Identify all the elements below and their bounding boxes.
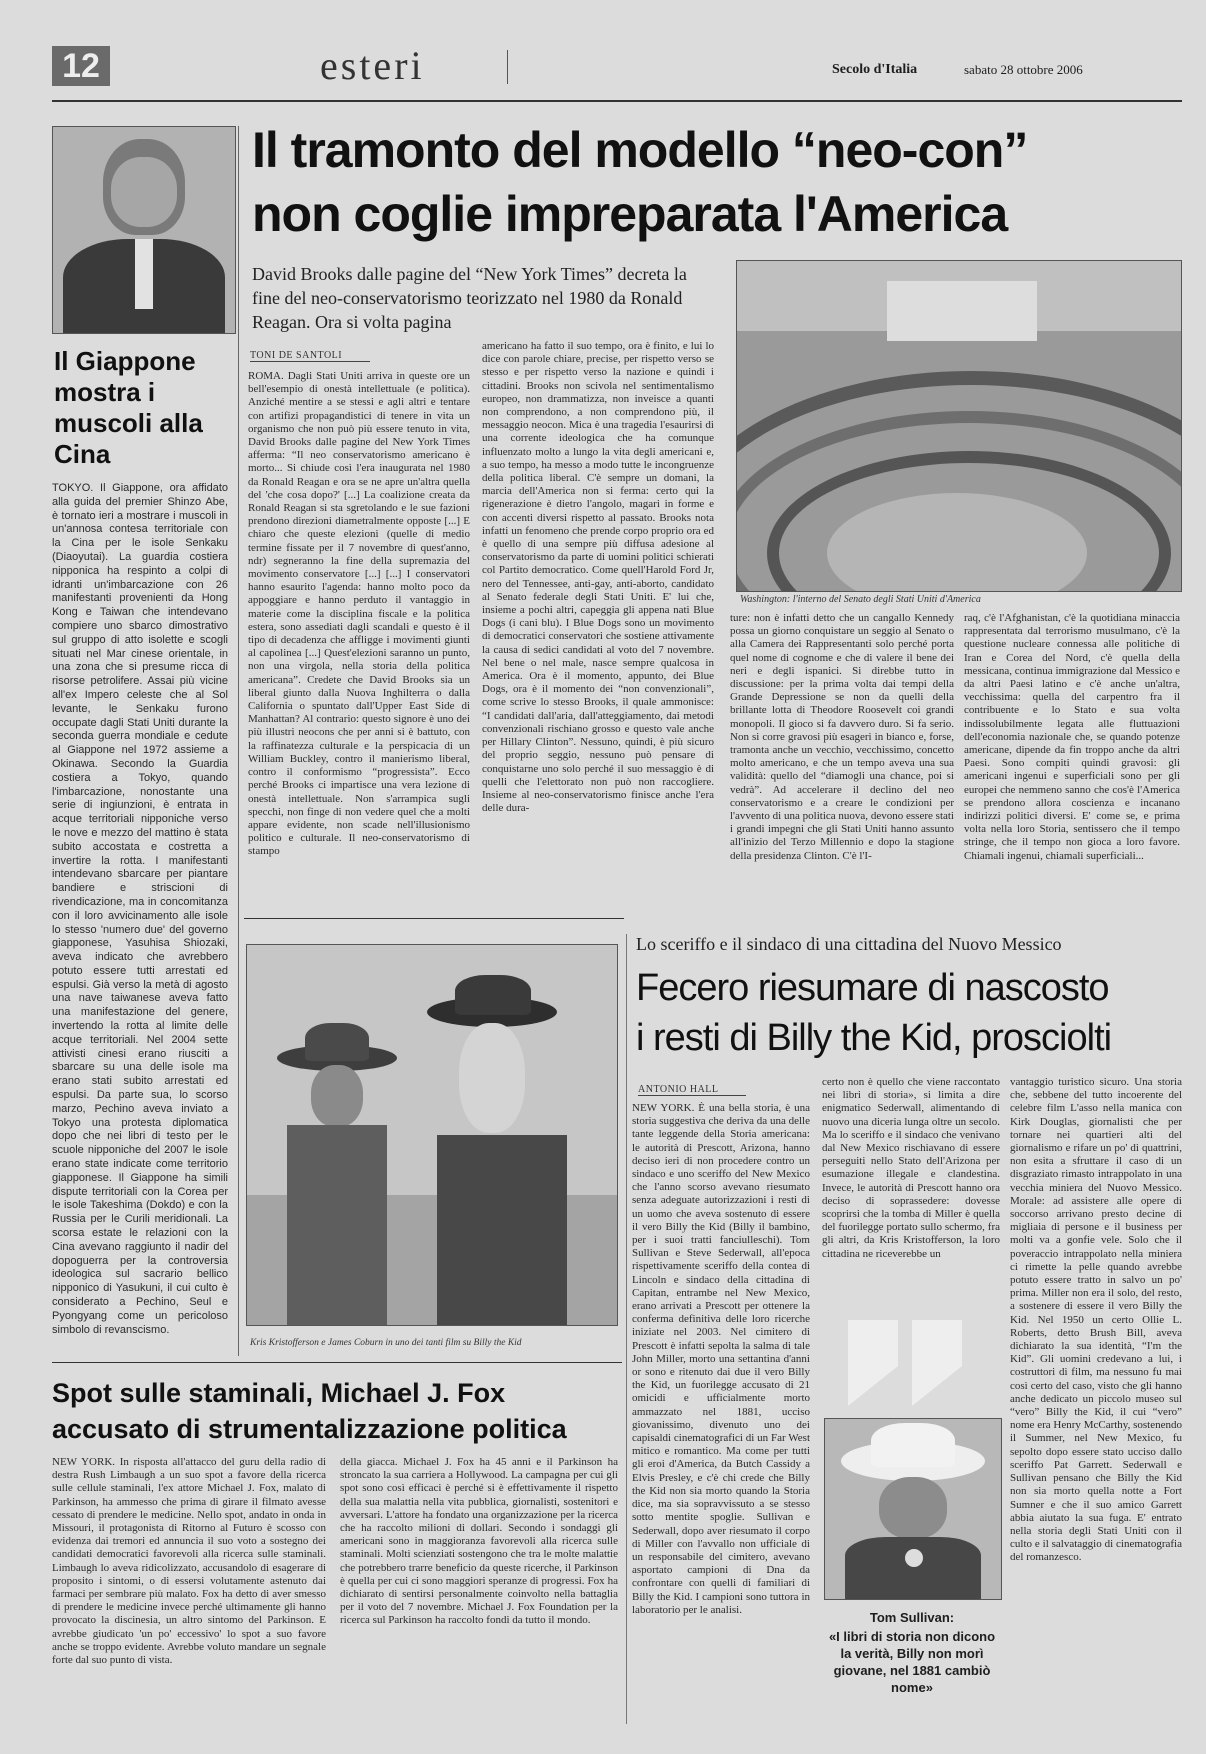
billy-photo-caption: Kris Kristofferson e James Coburn in uno dei tanti film su Billy the Kid (250, 1338, 522, 1348)
billy-film-photo (246, 944, 618, 1326)
main-col4: raq, c'è l'Afghanistan, c'è la quotidiana minaccia rappresentata dal terrorismo musulmano, c'è la questione nucleare connessa alle politiche di Iran e Corea del Nord, c'è quella della messicana, continua immigrazione dal Messico e da altri Paesi latino e c'è anche un'altra, vecchissima: quella del carpentro fra il contribuente e lo Stato e sua volta indissolubilmente legata alle fluttuazioni dell'economia nazionale che, se quando potenze americane, dipende da fin troppo anche da altri Paesi. Sono compiti quindi gravosi: gli americani ingenui e superficiali sono per gli europei che nemmeno sanno che cos'è l'America se prendono allora coscienza e incanano indirizzi politici diversi. E' come se, e prima volta nella loro Storia, sentissero che il tempo stringe, che il tempo non gioca a loro favore. Chiamali ingenui, chiamali superficiali... (964, 612, 1180, 862)
main-col1: ROMA. Dagli Stati Uniti arriva in queste ore un bell'esempio di onestà intellettuale (e politica). Anziché mentire a se stessi e agli altri e tentare con artifizi propagandistici di tenere in vita un organismo che non può più essere tenuto in vita, David Brooks dalle pagine del New York Times afferma: “Il neo conservatorismo americano è morto... Si chiude così l'era inaugurata nel 1980 da Ronald Reagan e ora se ne apre un'altra quella del 'che cosa dopo?' [...] La coalizione creata da Ronald Reagan si sta sgretolando e le sue fazioni prendono direzioni diametralmente opposte [...] E chiaro che queste elezioni (quelle di medio termine fissate per il 7 novembre di quest'anno, ndr) segneranno la fine della supremazia del movimento conservatore [...] [...] I conservatori hanno esaurito l'agenda: hanno molto poco da appoggiare e hanno perduto il vantaggio in materie come la disciplina fiscale e la politica estera, sono assediati dagli scandali e questo è il tipo di decadenza che affligge i movimenti giunti al capolinea [...] Quest'elezioni saranno un punto, non una virgola, nella storia della politica americana”. Credete che David Brooks sia un liberal giunto dalla Nuova Inghilterra o dalla California o spuntato dall'Upper East Side di Manhattan? Al contrario: questo signore è uno dei più illustri neocons che per anni si è battuto, con la raffinatezza culturale e la perspicacia di un William Buckley, contro il manierismo liberal, contro il conformismo “progressista”. Ecco perché Brooks ci impartisce una vera lezione di onestà intellettuale. Non s'arrampica sugli specchi, non finge di non vedere quel che a molti appare evidente, non scade nell'illusionismo politico e culturale. Il neo-conservatorismo di stampo (248, 370, 470, 858)
billy-col2: certo non è quello che viene raccontato nei libri di storia», si limita a dire enigmatico Sederwall, alimentando di nuovo una diceria lunga oltre un secolo. Ma lo sceriffo e il sindaco che venivano dal New Mexico rischiavano di essere perseguiti nello Stato dell'Arizona per esumazione illegale e clandestina. Invece, le autorità di Prescott hanno ora deciso di soprassedere: dovesse scoprirsi che la tomba di Miller è quella del fuorilegge portato sullo schermo, fra gli altri, da Kris Kristofferson, la loro cittadina ne riceverebbe un (822, 1076, 1000, 1260)
fox-top-rule (52, 1362, 622, 1363)
billy-headline-line1: Fecero riesumare di nascosto (636, 967, 1109, 1009)
header-divider (507, 50, 508, 84)
paper-name: Secolo d'Italia (832, 62, 918, 77)
abe-portrait (52, 126, 236, 334)
sidebar-headline: Il Giappone mostra i muscoli alla Cina (54, 346, 203, 469)
sullivan-quote-text: «I libri di storia non dicono la verità, Billy non morì giovane, nel 1881 cambiò nome» (828, 1629, 996, 1695)
billy-headline-line2: i resti di Billy the Kid, prosciolti (636, 1017, 1112, 1059)
main-subhead: David Brooks dalle pagine del “New York Times” decreta la fine del neo-conservatorismo teorizzato nel 1980 da Ronald Reagan. Ora si volta pagina (252, 264, 687, 332)
header-rule (52, 100, 1182, 102)
issue-date: sabato 28 ottobre 2006 (964, 62, 1083, 77)
main-headline-line2: non coglie impreparata l'America (252, 186, 1008, 242)
sullivan-quote-name: Tom Sullivan: (869, 1610, 955, 1625)
fox-headline-line1: Spot sulle staminali, Michael J. Fox (52, 1378, 506, 1408)
main-col3: ture: non è infatti detto che un cangallo Kennedy possa un giorno conquistare un seggio al Senato o alla Camera dei Rappresentanti solo perché porta quel nome di cognome e che di valere il bene dei neri e degli ispanici. Si direbbe tutto in discussione: per la prima volta dai tempi della Grande Depressione se non da quelli della brillante lotta di Theodore Roosevelt coi grandi monopoli. Il gioco si fa davvero duro. Si fa serio. Non si corre gravosi più esageri in bianco e, forse, tramonta anche un vecchio, vecchissimo, concetto molto americano, e che un tempo aveva una sua validità: quello del “diamogli una chance, poi si vedrà”. Ad accelerare il declino del neo conservatorismo e a creare le condizioni per l'avvento di una politica nuova, devono essere stati i grandi impegni che gli Stati Uniti hanno assunto all'inizio del Terzo Millennio e dopo la stagione della presidenza Clinton. C'è l'I- (730, 612, 954, 862)
page-header (52, 42, 1182, 92)
main-byline: TONI DE SANTOLI (250, 350, 370, 362)
billy-byline: ANTONIO HALL (638, 1084, 746, 1096)
main-col2: americano ha fatto il suo tempo, ora è finito, e lui lo dice con parole chiare, precise, per rispetto verso se stesso e per rispetto verso la nazione e quindi i cittadini. Brooks non scivola nel sentimentalismo europeo, non drammatizza, non inveisce a quanti non comprendono, a non comprendono più, il messaggio neocon. Mica è una tragedia l'esaurirsi di una corrente ideologica che ha comunque influenzato molto a lungo la vita degli americani e, a suo tempo, ha messo a modo tutte le incongruenze della politica liberal. C'è sempre un domani, la marcia dell'America non si ferma: certo qui la rigenerazione è dietro l'angolo, magari in forme e con accenti diversi rispetto al passato. Brooks nota infatti un fenomeno che prende corpo proprio ora ed è quello di una sempre più diffusa adesione al conservatorismo da parte di uomini politici schierati col Partito democratico. Come quell'Harold Ford Jr, nero del Tennessee, anti-gay, anti-aborto, candidato al Senato federale degli Stati Uniti. E' lui che, insieme a pochi altri, capeggia gli appena nati Blue Dogs (i cani blu). I Blue Dogs sono un movimento di democratici conservatori che sostiene attivamente la causa di sedici candidati al voto del 7 novembre. Nel bene o nel male, nasce sempre qualcosa in America. Ora è il momento, appunto, dei Blue Dogs, ora è il momento dei “non convenzionali”, come scrive lo stesso Brooks, il quale ammonisce: “I candidati dall'aria, dall'atteggiamento, dai metodi convenzionali rischiano grosso e questo vale anche per Hillary Clinton”. Nessuno, quindi, è più sicuro del proprio seggio, nessuno può pensare di conquistarne uno solo perché il suo messaggio è di quelli che l'elettorato non può non raccogliere. Insieme al neo-conservatorismo finisce anche l'era delle dura- (482, 340, 714, 815)
main-story-bottom-rule (244, 918, 624, 919)
fox-headline-line2: accusato di strumentalizzazione politica (52, 1414, 567, 1444)
main-headline-line1: Il tramonto del modello “neo-con” (252, 122, 1028, 178)
fox-col1: NEW YORK. In risposta all'attacco del guru della radio di destra Rush Limbaugh a un suo spot a favore della ricerca sulle cellule staminali, l'ex attore Michael J. Fox, malato di Parkinson, ha ammesso che prima di girare il filmato avesse cessato di prendere le medicine. Nello spot, andato in onda in Missouri, il protagonista di Ritorno al Futuro è scosso con evidenza dai tremori ed annuncia il suo voto a sostegno dei candidati democratici favorevoli alla ricerca sulle staminali. Limbaugh lo aveva ridicolizzato, accusandolo di esagerare di proposito i sintomi, o di essersi volutamente astenuto dai farmaci per sembrare più malato. Fox ha detto di aver smesso di prendere le medicine invece perché ultimamente gli hanno provocato la discinesia, un altro sintomo del Parkinson. E avrebbe giudicato 'un po' eccessivo' lo spot a suo favore anche se troppo evidente. Avrebbe voluto mandare un segnale forte dal suo punto di vista. (52, 1456, 326, 1667)
senate-photo (736, 260, 1182, 592)
quote-mark-icon (848, 1320, 964, 1410)
fox-col2: della giacca. Michael J. Fox ha 45 anni e il Parkinson ha stroncato la sua carriera a Hollywood. La campagna per cui gli spot sono così efficaci è perché si è effettivamente il rispetto della sua malattia nella vita pubblica, giornalisti, sostenitori e avversari. L'attore ha fondato una organizzazione per la ricerca che ha raccolto milioni di dollari. Secondo i sondaggi gli americani sono in maggioranza favorevoli alla ricerca sulle staminali. Molti scienziati sostengono che tra le molte malattie che potrebbero trarre beneficio da queste ricerche, il Parkinson è quella per cui ci sono maggiori speranze di progressi. Fox ha dichiarato di sentirsi personalmente coinvolto nella battaglia per il voto del 7 novembre. Michael J. Fox Foundation per la ricerca sul Parkinson ha raccolto fondi da tutto il mondo. (340, 1456, 618, 1627)
sullivan-photo (824, 1418, 1002, 1600)
section-name: esteri (320, 43, 425, 88)
sidebar-body: TOKYO. Il Giappone, ora affidato alla guida del premier Shinzo Abe, è tornato ieri a mostrare i muscoli in un'annosa contesa territoriale con la Cina per le isole Senkaku (Diaoyutai). La guardia costiera nipponica ha respinto a colpi di idranti un'imbarcazione con 26 manifestanti provenienti da Hong Kong e Taiwan che intendevano compiere uno sbarco dimostrativo sul gruppo di atto isolette e scogli situati nel Mar cinese orientale, in una zona che si presume ricca di risorse petrolifere. Assai più vicine all'ex Impero celeste che al Sol levante, le Senkaku furono occupate dagli Stati Uniti durante la seconda guerra mondiale e cedute al Giappone nel 1972 assieme a Okinawa. Secondo la Guardia costiera a Tokyo, quando l'imbarcazione, nonostante una serie di ingiunzioni, è entrata in acque territoriali nipponiche verso le nove e mezzo del mattino è stata subito accostata e costretta a invertire la rotta. I manifestanti intendevano sbarcare per piantare bandiere e striscioni di rivendicazione, ma in concomitanza con il loro avvicinamento alle isole lo stesso 'numero due' del governo giapponese, Yasuhisa Shiozaki, aveva indicato che avrebbero potuto essere tutti arrestati ed espulsi. Già verso la metà di agosto una nave taiwanese aveva fatto una manifestazione del genere, invertendo la rotta al limite delle acque territoriali. Nel 2004 sette attivisti cinesi erano riusciti a sbarcare su una delle isole ma erano stati subito arrestati ed espulsi. Da parte sua, lo scorso marzo, Pechino aveva inviato a Tokyo una protesta diplomatica dopo che nei libri di testo per le scuole nipponiche del 2007 le isole erano state indicate come territorio giapponese. Il Giappone ha simili dispute territoriali con la Corea per le isole Takeshima (Dokdo) e con la Russia per le Curili meridionali. La scorsa estate le relazioni con la Cina avevano raggiunto il nadir del dopoguerra per la controversia ideologica sul sacrario bellico nipponico di Yasukuni, il cui culto è considerato a Pechino, Seul e Pyongyang come un pericoloso simbolo di revanscismo. (52, 482, 228, 1336)
page-number: 12 (52, 46, 110, 86)
billy-col3: vantaggio turistico sicuro. Una storia che, sebbene del tutto incoerente del celebre film L'asso nella manica con Kirk Douglas, giornalisti che per tornare nei quartieri alti del giornalismo e rifare un po' di quattrini, non esita a sfruttare il caso di un disgraziato rimasto intrappolato in una vecchia miniera del Nuovo Messico. Morale: ad assistere alle opere di soccorso arrivano presto decine di migliaia di persone e il business per molti va a gonfie vele. Solo che il poveraccio intrappolato nella miniera ci rimette la pelle quando avrebbe potuto essere tratto in salvo un po' prima. Miller non era il solo, del resto, a sostenere di essere il vero Billy the Kid. Nel 1950 un certo Ollie L. Roberts, detto Brush Bill, aveva dichiarato la sua identità, “I'm the Kid”. Gli uomini credevano a lui, i costruttori di film, ma nessuno fu mai così certo del caso, visto che gli hanno anche dedicato un piccolo museo sul “vero” Billy the Kid, il cui “vero” nome era Henry McCarthy, sostenendo il Summer, nel New Mexico, fu sepolto dopo essere stato ucciso dallo sceriffo Pat Garrett. Sederwall e Sullivan pensano che Billy the Kid non sia morto quella notte a Fort Sumner e che il suo amico Garrett abbia aiutato la sua fuga. E' entrato nella storia degli Stati Uniti con il culto e il salvataggio di cinematografia del romanzesco. (1010, 1076, 1182, 1564)
senate-caption: Washington: l'interno del Senato degli Stati Uniti d'America (740, 594, 981, 605)
story-column-divider (626, 934, 627, 1724)
billy-kicker: Lo sceriffo e il sindaco di una cittadina del Nuovo Messico (636, 934, 1062, 954)
sidebar-divider (238, 126, 239, 1356)
billy-col1: NEW YORK. È una bella storia, è una storia suggestiva che deriva da una delle tante leggende della Storia americana: le autorità di Prescott, Arizona, hanno deciso ieri di non procedere contro un sindaco e uno sceriffo del New Mexico che l'anno scorso avevano riesumato senza adeguate autorizzazioni i resti di un uomo che aveva sostenuto di essere il vero Billy the Kid (Billy il bambino, per i suoi tratti fanciulleschi). Tom Sullivan e Steve Sederwall, all'epoca rispettivamente sceriffo della contea di Lincoln e sindaco della cittadina di Capitan, entrambe nel New Mexico, erano arrivati a Prescott per ottenere la conferma definitiva delle loro ricerche iniziate nel 2003. Nel cimitero di Prescott è infatti sepolta la salma di tale John Miller, morto una settantina d'anni or sono e ritenuto dai due il vero Billy the Kid, un fuorilegge accusato di 21 omicidi e ufficialmente morto ammazzato nel 1881, ucciso giovanissimo, divenuto uno dei capisaldi cinematografici di un Far West mitico e romantico. Ma come per tutti gli eroi d'America, da Butch Cassidy a Elvis Presley, e c'è chi crede che Billy the Kid non sia morto quando la Storia dice, ma sia sopravvissuto a se stesso sotto mentite spoglie. Sullivan e Sederwall, dopo aver riesumato il corpo di Miller con l'avvallo non ufficiale di un responsabile del cimitero, avevano asportato campioni di Dna da confrontare con quelli di familiari di Billy the Kid. I campioni sono tuttora in laboratorio per le analisi. (632, 1102, 810, 1616)
